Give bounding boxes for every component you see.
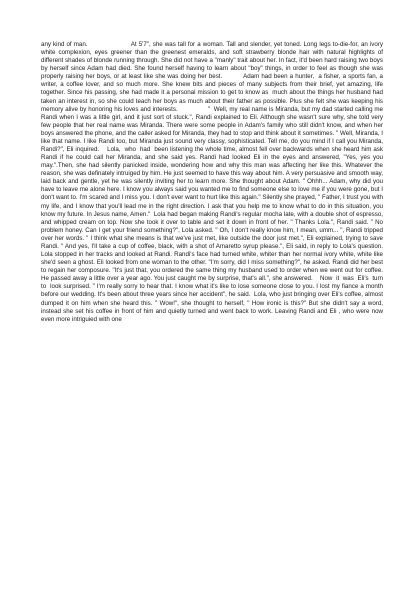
document-body-text: any kind of man. At 5'7", she was tall for a woman. Tall and slender, yet toned. Long legs to-die-for, an ivory white complexion, eyes greener than the greenest emeralds, and soft strawberry blonde hair with natural highlights of different shades of blonde running through. She did not have a "manly" trait about her. In fact, it'd been hard raising two boys by herself since Adam had died. She found herself having to learn about "boy" things, in order to feel as though she was properly raising her boys, or at least like she was doing her best. Adam had been a hunter, a fisher, a sports fan, a writer, a coffee lover, and so much more. She knew bits and pieces of many subjects from their brief, yet amazing, life together. Since his passing, she had made it a personal mission to get to know as much about the things her husband had taken an interest in, so she could teach her boys as much about their father as possible. Plus she felt she was keeping his memory alive by honoring his loves and interests. " Well, my real name is Miranda, but my dad started calling me Randi when I was a little girl, and it just sort of stuck.", Randi explained to Eli. Although she wasn't sure why, she told very few people that her real name was Miranda. There were some people in Adam's family who still didn't know, and when her boys answered the phone, and the caller asked for Miranda, they had to stop and think about it sometimes. " Well, Miranda, I like that name. I like Randi too, but Miranda just sound very classy, sophisticated. Tell me, do you mind if I call you Miranda, Randi?", Eli inquired. Lola, who had been listening the whole time, almost fell over backwards when she heard him ask Randi if he could call her Miranda, and she said yes. Randi had looked Eli in the eyes and answered, "Yes, yes you may.".Then, she had silently panicked inside, wondering how and why this man was affecting her like this. Whatever the reason, she was definately intruiged by him. He just seemed to have this way about him. A very persuasive and smooth way, laid back and gentle, yet he was silently inviting her to learn more. She thought about Adam. " Ohhh... Adam, why did you have to leave me alone here. I know you always said you wanted me to find someone else to love me if you were gone, but I don't want to. I'm scared and I miss you. I don't ever want to hurt like this again." Silently she prayed, " Father, I trust you with my life, and I know that you'll lead me in the right direction. I ask that you help me to know what to do in this situation, you know my future. In Jesus name, Amen." Lola had began making Randi's regular mocha late, with a double shot of espresso, and whipped cream on top. Now she took it over to table and set it down in front of her. " Thanks Lola.", Randi said. " No problem honey. Can I get your friend something?", Lola asked. " Oh, I don't really know him, I mean, umm... ", Randi tripped over her words. " I think what she means is that we've just met, like outside the door just met.", Eli explained, trying to save Randi. " And yes, I'll take a cup of coffee, black, with a shot of Amaretto syrup please.", Eli said, in reply to Lola's question. Lola stopped in her tracks and looked at Randi. Randi's face had turned white, whiter than her normal ivory white, white like she'd seen a ghost. Eli looked from one woman to the other. "I'm sorry, did I miss something?", he asked. Randi did her best to regain her composure. "It's just that, you ordered the same thing my husband used to order when we went out for coffee. He passed away a little over a year ago. You just caught me by surprise, that's all.", she answered. Now it was Eli's turn to look surprised. " I'm really sorry to hear that. I know what it's like to lose someone close to you. I lost my fiance a month before our wedding. It's been about three years since her accident", he said. Lola, who just bringing over Eli's coffee, almost dumped it on him when she heard this. " Wow!", she thought to herself, " How ironic is this?" But she didn't say a word, instead she set his coffee in front of him and quietly turned and went back to work. Leaving Randi and Eli , who were now even more intriguied with one [41, 41, 387, 323]
